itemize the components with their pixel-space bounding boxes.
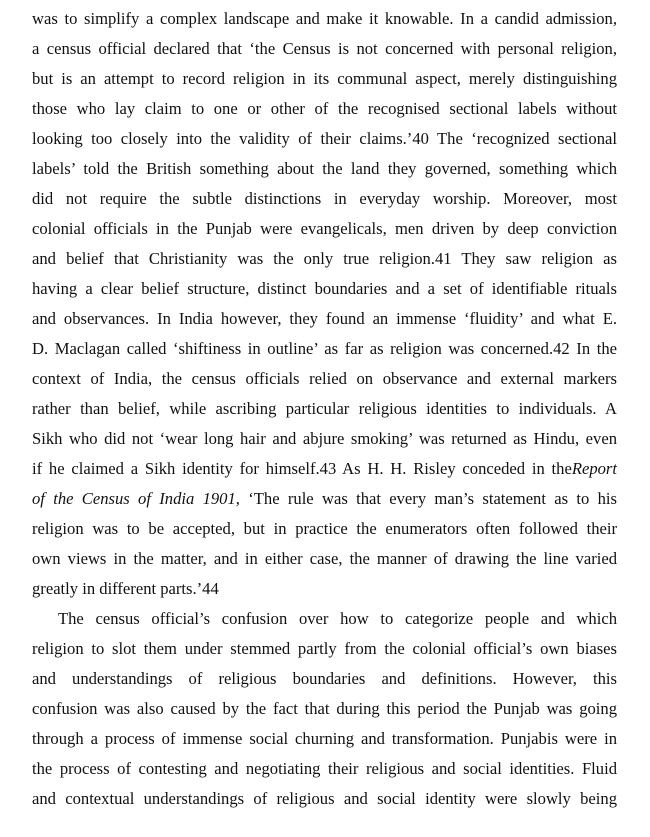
text-line-with-italic	[32, 454, 617, 484]
text-line: having a clear belief structure, distinct boundaries and a set of identifiable rituals	[32, 279, 617, 298]
text-line: rather than belief, while ascribing particular religious identities to individuals. A	[32, 399, 617, 418]
text-line: and observances. In India however, they found an immense ‘fluidity’ and what E.	[32, 309, 617, 328]
text-segment: if he claimed a Sikh identity for himself.43 As H. H. Risley conceded in the	[32, 459, 572, 478]
italic-title-start: Report	[571, 459, 617, 478]
text-line: through a process of immense social churning and transformation. Punjabis were in	[32, 729, 617, 748]
text-line: those who lay claim to one or other of the recognised sectional labels without	[32, 99, 617, 118]
text-line: context of India, the census officials relied on observance and external markers	[32, 369, 617, 388]
text-line: Sikh who did not ‘wear long hair and abjure smoking’ was returned as Hindu, even	[32, 429, 617, 448]
text-line: confusion was also caused by the fact that during this period the Punjab was going	[32, 699, 617, 718]
italic-title-rest: of the Census of India 1901	[32, 489, 236, 508]
text-line: but is an attempt to record religion in its communal aspect, merely distinguishing	[32, 69, 617, 88]
text-line: D. Maclagan called ‘shiftiness in outline’ as far as religion was concerned.42 In the	[32, 339, 617, 358]
text-line: the process of contesting and negotiating their religious and social identities. Fluid	[32, 759, 617, 778]
text-line: The census official’s confusion over how to categorize people and which	[58, 609, 617, 628]
text-line: labels’ told the British something about the land they governed, something which	[32, 159, 617, 178]
text-segment: , ‘The rule was that every man’s statement as to his	[235, 489, 617, 508]
text-line: did not require the subtle distinctions in everyday worship. Moreover, most	[32, 189, 617, 208]
text-line: own views in the matter, and in either case, the manner of drawing the line varied	[32, 549, 617, 568]
text-line: a census official declared that ‘the Census is not concerned with personal religion,	[32, 39, 617, 58]
text-line: and belief that Christianity was the only true religion.41 They saw religion as	[32, 249, 617, 268]
text-line: religion to slot them under stemmed partly from the colonial official’s own biases	[32, 639, 617, 658]
text-line: was to simplify a complex landscape and make it knowable. In a candid admission,	[32, 9, 617, 28]
text-line-with-italic	[32, 484, 617, 514]
paragraph-1	[32, 4, 617, 604]
paragraph-2	[32, 604, 617, 814]
text-line: colonial officials in the Punjab were evangelicals, men driven by deep conviction	[32, 219, 617, 238]
text-line: looking too closely into the validity of their claims.’40 The ‘recognized sectional	[32, 129, 617, 148]
text-line: and understandings of religious boundaries and definitions. However, this	[32, 669, 617, 688]
text-line: religion was to be accepted, but in practice the enumerators often followed their	[32, 519, 617, 538]
text-line: and contextual understandings of religious and social identity were slowly being	[32, 789, 617, 808]
text-line: greatly in different parts.’44	[32, 579, 219, 598]
